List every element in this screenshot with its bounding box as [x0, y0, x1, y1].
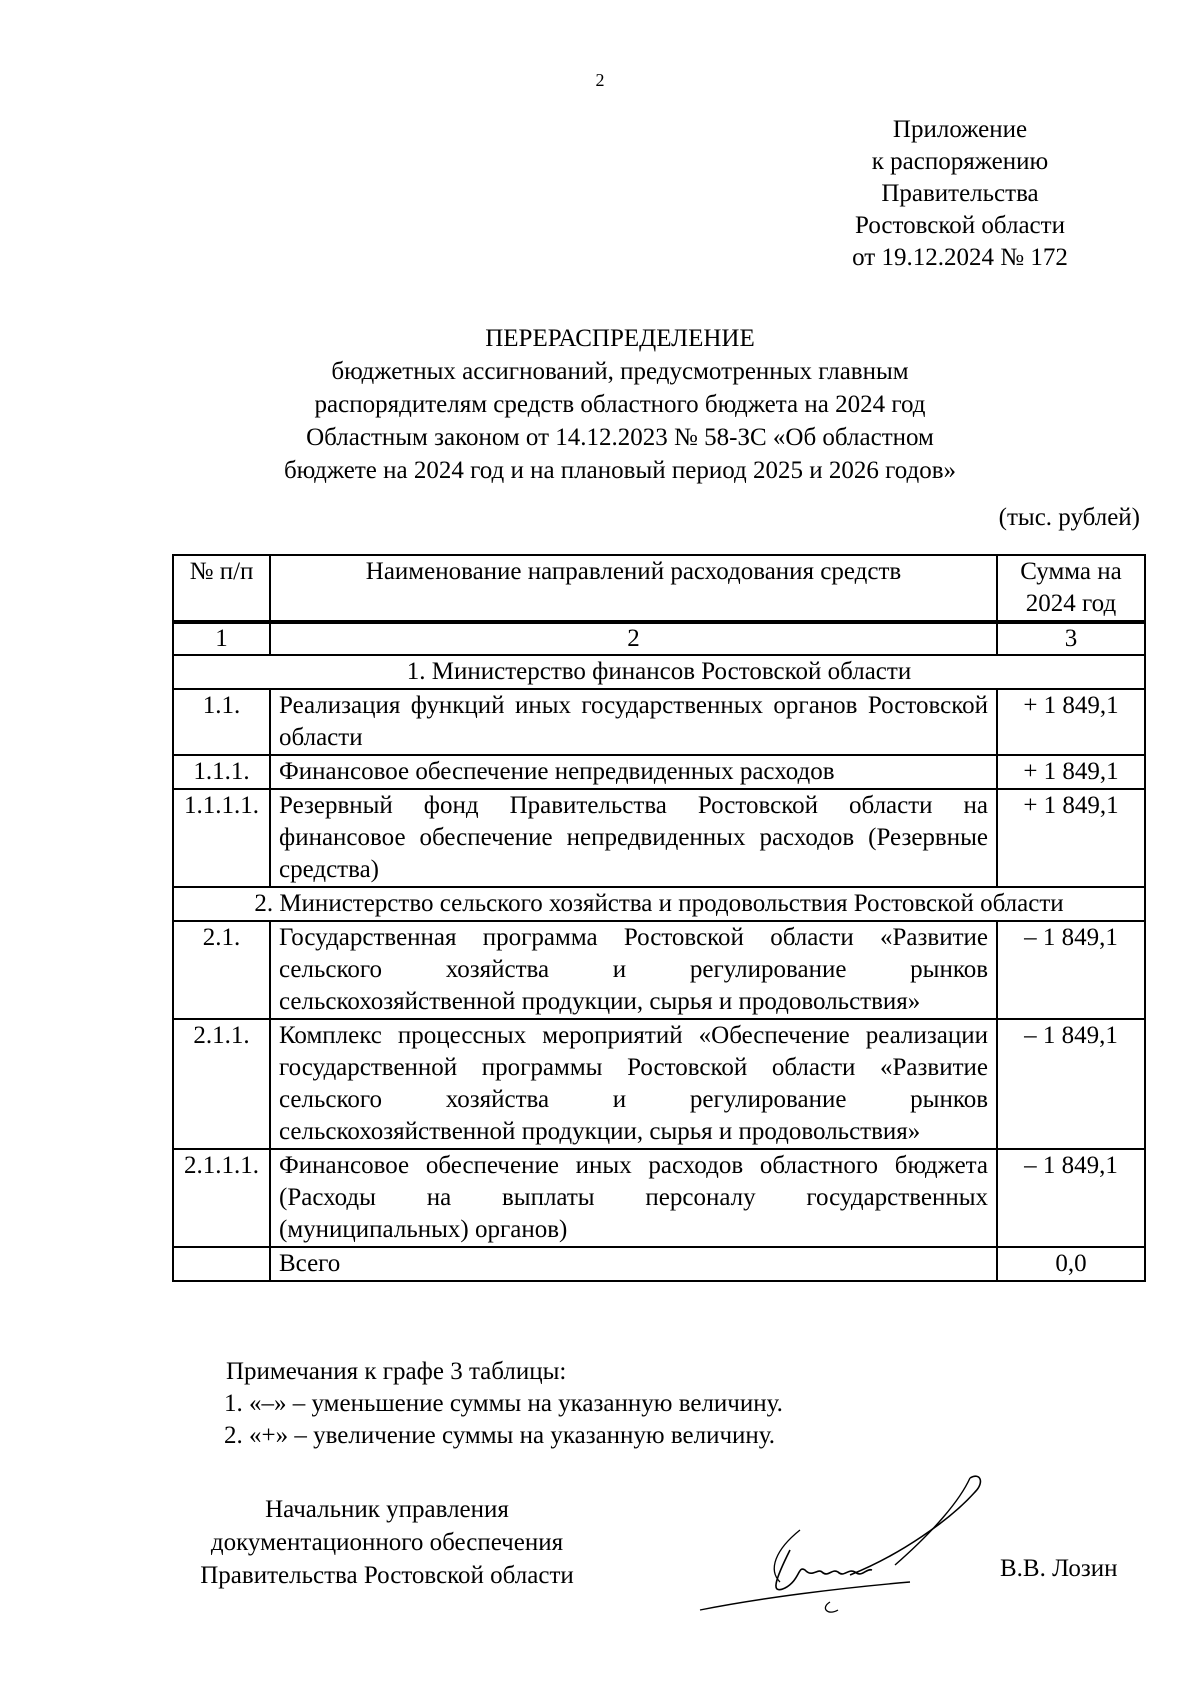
section-row: [173, 887, 1145, 921]
table-row: [173, 1149, 1145, 1247]
row-sum: – 1 849,1: [997, 1149, 1145, 1247]
appendix-line: Приложение: [892, 116, 1028, 143]
table-row: [173, 689, 1145, 755]
table-row: [173, 789, 1145, 887]
row-name: Резервный фонд Правительства Ростовской области на финансовое обеспечение непредвиденных расходов (Резервные средства): [270, 789, 997, 887]
title-line: бюджете на 2024 год и на плановый период 2025 и 2026 годов»: [283, 457, 957, 484]
column-number: 2: [270, 622, 997, 655]
handwritten-signature: [680, 1470, 1020, 1620]
table-header-row: [173, 555, 1145, 622]
row-name: Государственная программа Ростовской области «Развитие сельского хозяйства и регулирование рынков сельскохозяйственной продукции, сырья и продовольствия»: [270, 921, 997, 1019]
appendix-line: Ростовской области: [855, 212, 1065, 239]
page-number: 2: [595, 70, 605, 90]
position-line: Правительства Ростовской области: [200, 1562, 574, 1589]
total-row: [173, 1247, 1145, 1281]
section-row: [173, 655, 1145, 689]
title-heading: ПЕРЕРАСПРЕДЕЛЕНИЕ: [485, 325, 755, 352]
table-row: [173, 755, 1145, 789]
signatory-name: В.В. Лозин: [1000, 1555, 1118, 1582]
title-line: Областным законом от 14.12.2023 № 58-ЗС «Об областном: [306, 424, 934, 451]
header-num: № п/п: [173, 555, 270, 622]
note-item: 1. «–» – уменьшение суммы на указанную величину.: [224, 1390, 783, 1417]
row-num: 2.1.1.1.: [173, 1149, 270, 1247]
row-num: 1.1.: [173, 689, 270, 755]
notes-title: Примечания к графе 3 таблицы:: [226, 1358, 567, 1385]
row-sum: + 1 849,1: [997, 689, 1145, 755]
row-name: Реализация функций иных государственных органов Ростовской области: [270, 689, 997, 755]
row-name: Финансовое обеспечение непредвиденных расходов: [270, 755, 997, 789]
row-sum: – 1 849,1: [997, 921, 1145, 1019]
appendix-line: к распоряжению: [871, 148, 1049, 175]
signatory-position: [172, 1493, 602, 1592]
row-sum: + 1 849,1: [997, 789, 1145, 887]
column-number-row: [173, 622, 1145, 655]
row-sum: + 1 849,1: [997, 755, 1145, 789]
note-item: 2. «+» – увеличение суммы на указанную величину.: [224, 1422, 776, 1449]
column-number: 3: [997, 622, 1145, 655]
appendix-line: Правительства: [881, 180, 1039, 207]
title-line: бюджетных ассигнований, предусмотренных главным: [331, 358, 909, 385]
position-line: документационного обеспечения: [210, 1529, 564, 1556]
section-title: 2. Министерство сельского хозяйства и продовольствия Ростовской области: [173, 887, 1145, 921]
section-title: 1. Министерство финансов Ростовской области: [173, 655, 1145, 689]
row-name: Финансовое обеспечение иных расходов областного бюджета (Расходы на выплаты персоналу государственных (муниципальных) органов): [270, 1149, 997, 1247]
column-number: 1: [173, 622, 270, 655]
table-row: [173, 1019, 1145, 1149]
appendix-header: [800, 114, 1120, 274]
header-name: Наименование направлений расходования средств: [270, 555, 997, 622]
notes: [226, 1356, 783, 1452]
total-num: [173, 1247, 270, 1281]
appendix-line: от 19.12.2024 № 172: [852, 244, 1068, 271]
row-num: 2.1.1.: [173, 1019, 270, 1149]
document-title: [230, 322, 1010, 487]
row-sum: – 1 849,1: [997, 1019, 1145, 1149]
total-label: Всего: [270, 1247, 997, 1281]
row-num: 2.1.: [173, 921, 270, 1019]
row-num: 1.1.1.: [173, 755, 270, 789]
title-line: распорядителям средств областного бюджета на 2024 год: [314, 391, 926, 418]
row-num: 1.1.1.1.: [173, 789, 270, 887]
header-sum: Сумма на 2024 год: [997, 555, 1145, 622]
units-label: (тыс. рублей): [998, 504, 1140, 531]
total-sum: 0,0: [997, 1247, 1145, 1281]
position-line: Начальник управления: [265, 1496, 509, 1523]
budget-table: [172, 554, 1146, 1282]
row-name: Комплекс процессных мероприятий «Обеспечение реализации государственной программы Ростовской области «Развитие сельского хозяйства и регулирование рынков сельскохозяйственной продукции, сырья и продовольствия»: [270, 1019, 997, 1149]
table-row: [173, 921, 1145, 1019]
